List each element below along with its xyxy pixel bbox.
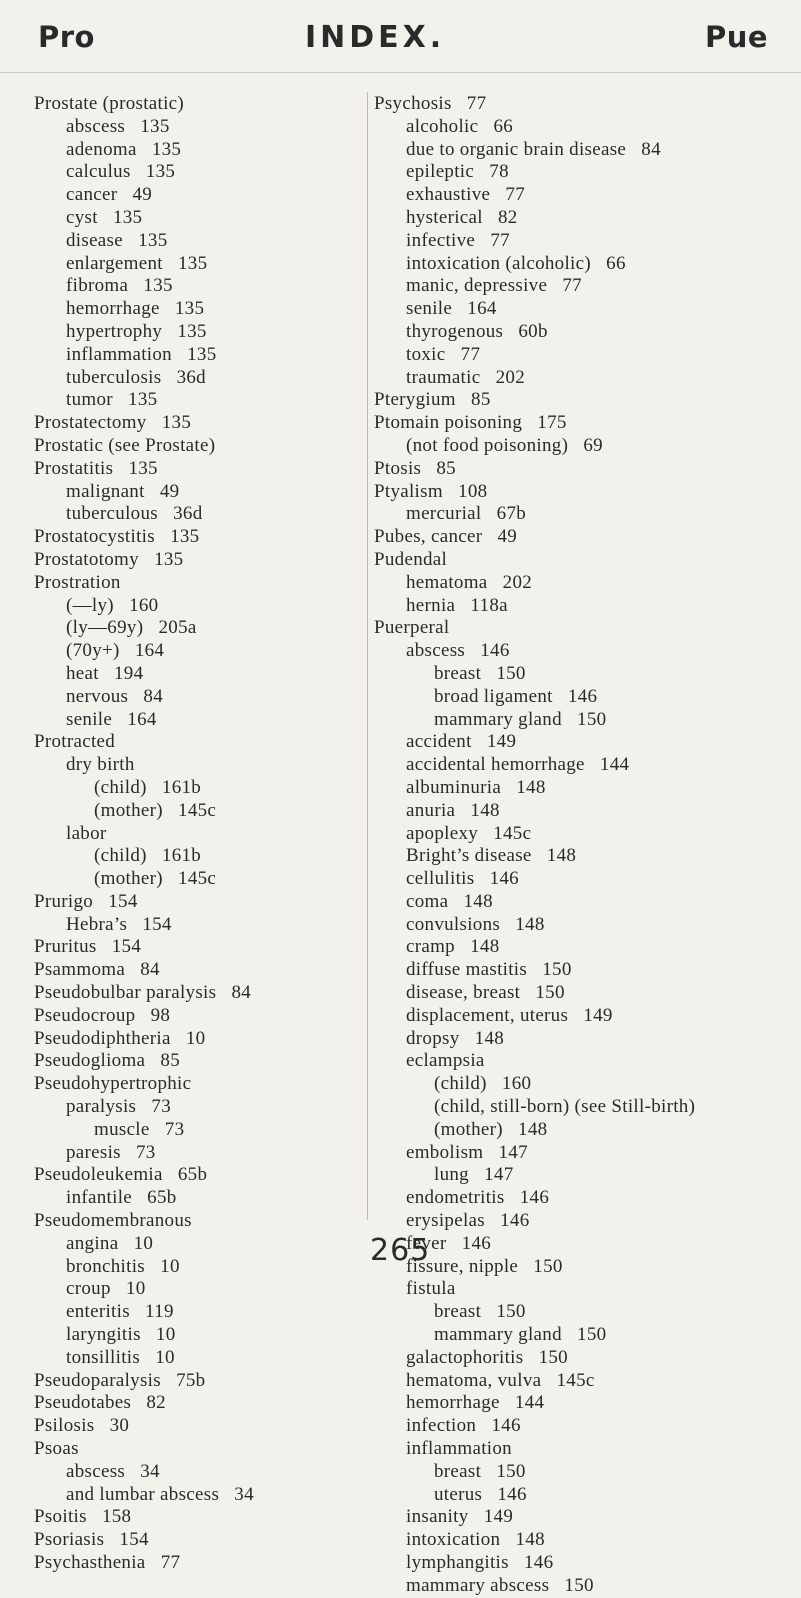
index-subentry: exhaustive 77	[406, 184, 526, 206]
index-subentry: paresis 73	[66, 1141, 156, 1163]
index-subentry: fibroma 135	[66, 275, 173, 297]
index-subentry: adenoma 135	[66, 138, 182, 160]
index-heading: Psoas	[34, 1438, 79, 1460]
index-subentry: lymphangitis 146	[406, 1552, 554, 1573]
index-heading: Psoriasis 154	[34, 1529, 149, 1551]
index-subentry: senile 164	[406, 298, 497, 320]
index-heading: Prurigo 154	[34, 890, 138, 912]
index-subentry: endometritis 146	[406, 1187, 550, 1209]
index-subentry: tonsillitis 10	[66, 1346, 175, 1368]
index-heading: Prostate (prostatic)	[34, 93, 185, 114]
index-subentry: accident 149	[406, 731, 517, 753]
index-subentry: tuberculous 36d	[66, 503, 203, 525]
index-subentry: Bright’s disease 148	[406, 845, 577, 867]
index-heading: Pseudomembranous	[34, 1210, 192, 1232]
index-subentry: bronchitis 10	[66, 1255, 180, 1277]
header-rule	[0, 72, 801, 73]
index-subentry: mammary gland 150	[434, 708, 607, 730]
index-subentry: cancer 49	[66, 184, 153, 206]
index-subentry: cramp 148	[406, 936, 500, 958]
index-subentry: inflammation	[406, 1438, 512, 1460]
index-subentry: erysipelas 146	[406, 1210, 530, 1232]
index-subentry: albuminuria 148	[406, 776, 546, 798]
index-heading: Puerperal	[374, 617, 450, 639]
index-subentry: enlargement 135	[66, 252, 208, 274]
index-subentry: angina 10	[66, 1232, 154, 1254]
index-subentry: senile 164	[66, 708, 157, 730]
index-subentry: (mother) 145c	[94, 799, 217, 821]
index-heading: Pseudotabes 82	[34, 1392, 166, 1414]
index-heading: Prostatitis 135	[34, 457, 158, 479]
index-subentry: laryngitis 10	[66, 1324, 176, 1346]
index-subentry: enteritis 119	[66, 1301, 174, 1323]
index-subentry: infection 146	[406, 1415, 521, 1437]
index-subentry: disease 135	[66, 229, 168, 251]
index-heading: Pseudohypertrophic	[34, 1073, 192, 1095]
index-subentry: diffuse mastitis 150	[406, 959, 572, 981]
index-subentry: malignant 49	[66, 480, 180, 502]
index-subentry: (child) 161b	[94, 776, 202, 798]
index-subentry: intoxication (alcoholic) 66	[406, 252, 626, 274]
index-heading: Prostration	[34, 571, 121, 593]
index-subentry: (mother) 145c	[94, 868, 217, 890]
index-subentry: (—ly) 160	[66, 594, 159, 616]
index-subentry: (child) 160	[434, 1073, 532, 1095]
index-heading: Pseudoglioma 85	[34, 1050, 181, 1072]
index-subentry: coma 148	[406, 890, 493, 912]
index-subentry: calculus 135	[66, 161, 176, 183]
index-subentry: Hebra’s 154	[66, 913, 172, 935]
index-subentry: convulsions 148	[406, 913, 545, 935]
index-subentry: toxic 77	[406, 343, 481, 365]
index-heading: Ptomain poisoning 175	[374, 412, 567, 434]
index-heading: Pseudobulbar paralysis 84	[34, 982, 252, 1004]
index-subentry: disease, breast 150	[406, 982, 565, 1004]
index-column-left	[34, 93, 364, 1575]
index-subentry: insanity 149	[406, 1506, 514, 1528]
index-subentry: (70y+) 164	[66, 640, 165, 662]
index-subentry: cellulitis 146	[406, 868, 519, 890]
index-subentry: nervous 84	[66, 685, 164, 707]
index-heading: Pudendal	[374, 548, 448, 570]
index-subentry: due to organic brain disease 84	[406, 138, 661, 160]
index-subentry: broad ligament 146	[434, 685, 598, 707]
index-heading: Pseudoleukemia 65b	[34, 1164, 208, 1186]
index-subentry: dropsy 148	[406, 1027, 505, 1049]
index-subentry: embolism 147	[406, 1141, 528, 1163]
index-subentry: (child, still-born) (see Still-birth)	[434, 1096, 696, 1118]
index-subentry: galactophoritis 150	[406, 1346, 568, 1368]
column-divider	[367, 92, 368, 1220]
index-subentry: and lumbar abscess 34	[66, 1483, 254, 1505]
index-subentry: anuria 148	[406, 799, 500, 821]
index-subentry: dry birth	[66, 754, 135, 776]
right-guide-word: Pue	[705, 20, 769, 54]
index-heading: Psoitis 158	[34, 1506, 132, 1528]
page-number: 265	[370, 1233, 431, 1268]
index-subentry: (mother) 148	[434, 1118, 548, 1140]
index-subentry: hernia 118a	[406, 594, 508, 616]
index-heading: Prostatocystitis 135	[34, 526, 200, 548]
index-subentry: tumor 135	[66, 389, 158, 411]
index-subentry: intoxication 148	[406, 1529, 545, 1551]
index-subentry: inflammation 135	[66, 343, 217, 365]
index-subentry: uterus 146	[434, 1483, 527, 1505]
index-subentry: (child) 161b	[94, 845, 202, 867]
index-heading: Ptosis 85	[374, 457, 456, 479]
index-subentry: (not food poisoning) 69	[406, 434, 603, 456]
index-subentry: hysterical 82	[406, 206, 518, 228]
index-heading: Prostatotomy 135	[34, 548, 184, 570]
index-heading: Pseudodiphtheria 10	[34, 1027, 206, 1049]
index-subentry: cyst 135	[66, 206, 143, 228]
index-subentry: apoplexy 145c	[406, 822, 532, 844]
index-subentry: hemorrhage 135	[66, 298, 205, 320]
index-subentry: fistula	[406, 1278, 456, 1300]
index-heading: Psilosis 30	[34, 1415, 130, 1437]
index-subentry: hypertrophy 135	[66, 320, 207, 342]
index-heading: Pseudoparalysis 75b	[34, 1369, 206, 1391]
index-subentry: infective 77	[406, 229, 510, 251]
index-heading: Pterygium 85	[374, 389, 491, 411]
index-heading: Psychosis 77	[374, 93, 487, 114]
index-subentry: accidental hemorrhage 144	[406, 754, 630, 776]
index-heading: Pseudocroup 98	[34, 1004, 171, 1026]
index-subentry: hematoma 202	[406, 571, 533, 593]
index-heading: Pruritus 154	[34, 936, 142, 958]
index-subentry: alcoholic 66	[406, 115, 514, 137]
index-subentry: abscess 135	[66, 115, 170, 137]
index-subentry: thyrogenous 60b	[406, 320, 548, 342]
index-subentry: breast 150	[434, 662, 526, 684]
index-heading: Prostatectomy 135	[34, 412, 192, 434]
index-subentry: fissure, nipple 150	[406, 1255, 563, 1277]
index-heading: Ptyalism 108	[374, 480, 488, 502]
index-subentry: manic, depressive 77	[406, 275, 582, 297]
index-subentry: paralysis 73	[66, 1096, 171, 1118]
index-subentry: tuberculosis 36d	[66, 366, 206, 388]
index-subentry: hemorrhage 144	[406, 1392, 545, 1414]
index-subentry: epileptic 78	[406, 161, 509, 183]
index-subentry: hematoma, vulva 145c	[406, 1369, 595, 1391]
index-column-right	[374, 93, 794, 1598]
index-subentry: displacement, uterus 149	[406, 1004, 613, 1026]
index-subentry: abscess 34	[66, 1460, 160, 1482]
index-heading: Protracted	[34, 731, 116, 753]
index-subentry: mammary abscess 150	[406, 1574, 594, 1596]
index-heading: Prostatic (see Prostate)	[34, 434, 216, 456]
index-subentry: (ly—69y) 205a	[66, 617, 197, 639]
index-subentry: mercurial 67b	[406, 503, 527, 525]
index-subentry: abscess 146	[406, 640, 510, 662]
index-subentry: breast 150	[434, 1301, 526, 1323]
index-subentry: heat 194	[66, 662, 144, 684]
index-subentry: eclampsia	[406, 1050, 485, 1072]
left-guide-word: Pro	[38, 20, 95, 54]
index-heading: Pubes, cancer 49	[374, 526, 518, 548]
index-subentry: traumatic 202	[406, 366, 525, 388]
index-subentry: mammary gland 150	[434, 1324, 607, 1346]
index-subentry: lung 147	[434, 1164, 514, 1186]
page-title: INDEX.	[305, 20, 446, 55]
index-subentry: infantile 65b	[66, 1187, 177, 1209]
index-subentry: muscle 73	[94, 1118, 185, 1140]
index-subentry: croup 10	[66, 1278, 146, 1300]
index-subentry: breast 150	[434, 1460, 526, 1482]
index-heading: Psychasthenia 77	[34, 1552, 181, 1573]
page-header	[0, 0, 801, 70]
index-subentry: fever 146	[406, 1232, 492, 1254]
index-subentry: labor	[66, 822, 107, 844]
index-heading: Psammoma 84	[34, 959, 160, 981]
